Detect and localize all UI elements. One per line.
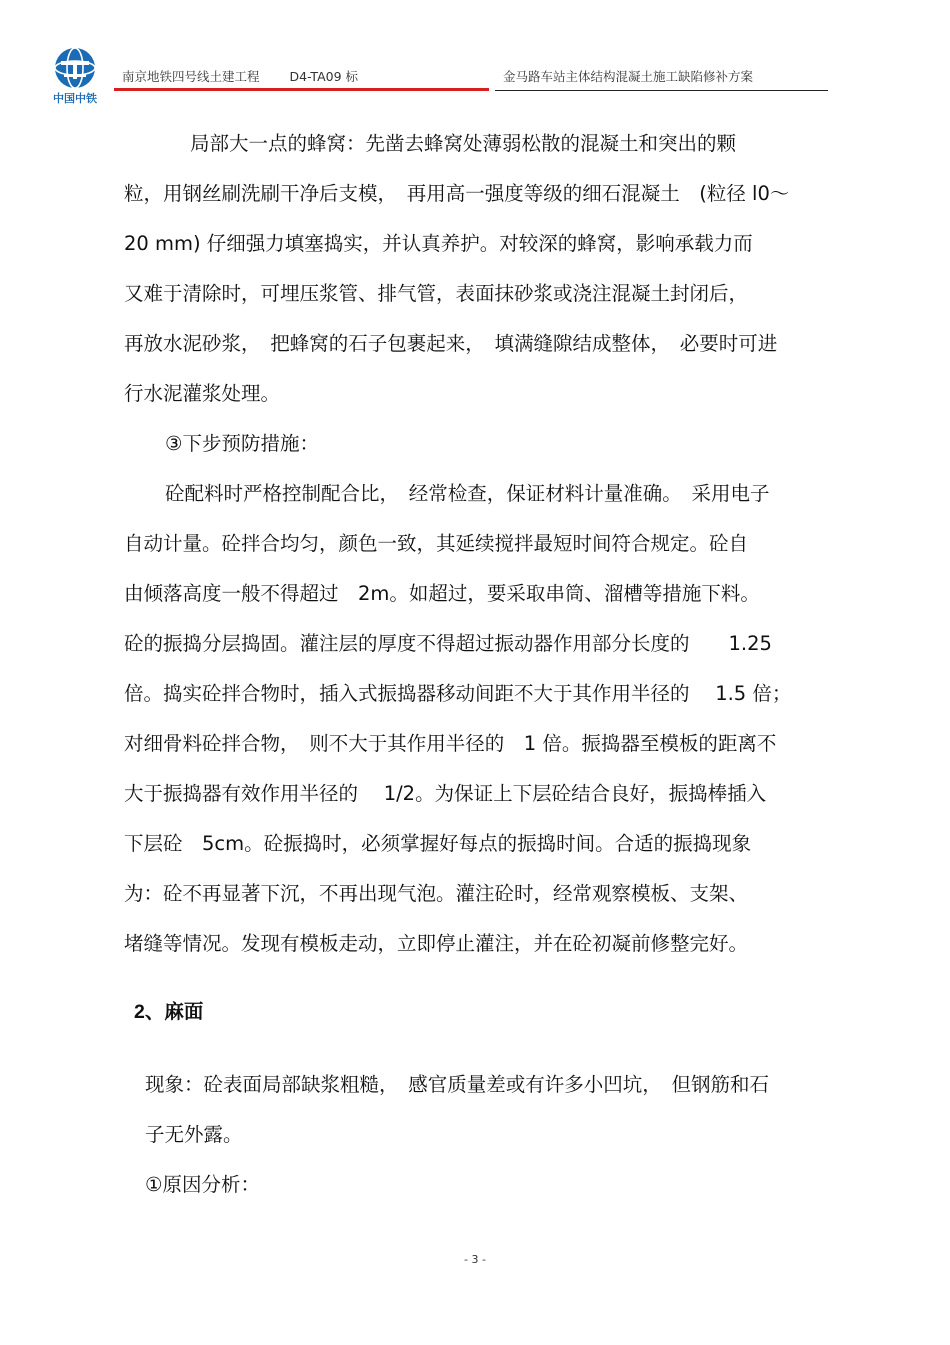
section-heading: [134, 1000, 203, 1024]
text-line: 又难于清除时，可埋压浆管、排气管，表面抹砂浆或浇注混凝土封闭后，: [124, 282, 749, 305]
crec-logo-icon: [46, 44, 104, 106]
text-line: 再放水泥砂浆， 把蜂窝的石子包裹起来， 填满缝隙结成整体， 必要时可进: [124, 332, 778, 355]
page-number: - 3 -: [464, 1253, 486, 1266]
text-line: 堵缝等情况。发现有模板走动，立即停止灌注，并在砼初凝前修整完好。: [124, 932, 749, 955]
header-rule-black: [495, 90, 828, 91]
section-code: D4-TA09 标: [289, 69, 359, 84]
section-number: 2: [134, 1001, 145, 1023]
text-line: 下层砼 5cm。砼振捣时，必须掌握好每点的振捣时间。合适的振捣现象: [124, 832, 752, 855]
text-line: 20 mm) 仔细强力填塞捣实，并认真养护。对较深的蜂窝，影响承载力而: [124, 232, 753, 255]
text-line: 现象：砼表面局部缺浆粗糙， 感官质量差或有许多小凹坑， 但钢筋和石: [145, 1073, 770, 1096]
text-line: 行水泥灌浆处理。: [124, 382, 281, 405]
section-title: 、麻面: [144, 1000, 204, 1023]
header-rule-red: [114, 88, 489, 91]
subheading-prevention: ③下步预防措施：: [165, 432, 319, 455]
text-line: 子无外露。: [145, 1123, 243, 1146]
header-doc-title: 金马路车站主体结构混凝土施工缺陷修补方案: [503, 69, 754, 84]
page-header: [0, 0, 950, 110]
text-line: 局部大一点的蜂窝：先凿去蜂窝处薄弱松散的混凝土和突出的颗: [190, 132, 737, 155]
subheading-cause: ①原因分析：: [145, 1173, 260, 1196]
text-line: 砼的振捣分层捣固。灌注层的厚度不得超过振动器作用部分长度的 1.25: [124, 632, 772, 655]
text-line: 倍。捣实砼拌合物时，插入式振捣器移动间距不大于其作用半径的 1.5 倍；: [124, 682, 792, 705]
text-line: 对细骨料砼拌合物， 则不大于其作用半径的 1 倍。振捣器至模板的距离不: [124, 732, 777, 755]
text-line: 自动计量。砼拌合均匀，颜色一致，其延续搅拌最短时间符合规定。砼自: [124, 532, 749, 555]
logo-text: 中国中铁: [53, 92, 97, 105]
text-line: 粒，用钢丝刷洗刷干净后支模， 再用高一强度等级的细石混凝土 (粒径 l0～: [124, 182, 790, 205]
project-name: 南京地铁四号线土建工程: [122, 69, 260, 84]
text-line: 大于振捣器有效作用半径的 1/2。为保证上下层砼结合良好，振捣棒插入: [124, 782, 767, 805]
header-project: [122, 67, 358, 85]
text-line: 砼配料时严格控制配合比， 经常检查，保证材料计量准确。 采用电子: [165, 482, 770, 505]
text-line: 为：砼不再显著下沉，不再出现气泡。灌注砼时，经常观察模板、支架、: [124, 882, 749, 905]
text-line: 由倾落高度一般不得超过 2m。如超过，要采取串筒、溜槽等措施下料。: [124, 582, 760, 605]
